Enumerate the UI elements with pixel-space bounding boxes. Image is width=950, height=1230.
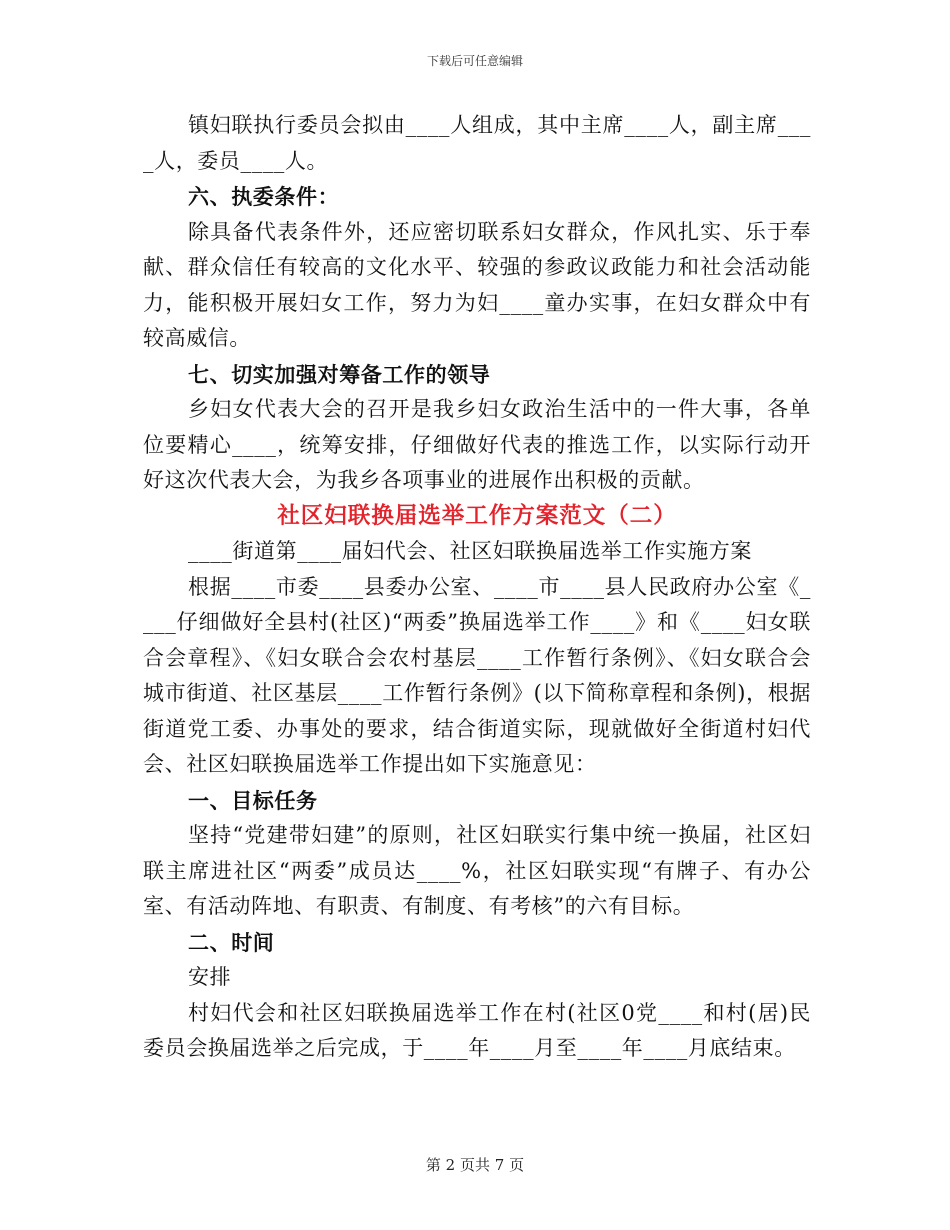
paragraph-plan-name: ____街道第____届妇代会、社区妇联换届选举工作实施方案 [188,539,752,563]
heading-section-7: 七、切实加强对筹备工作的领导 [188,361,491,387]
paragraph-goals: 坚持“党建带妇建”的原则，社区妇联实行集中统一换届，社区妇联主席进社区“两委”成员达____%，社区妇联实现“有牌子、有办公室、有活动阵地、有职责、有制度、有考核”的六有目标。 [143,823,811,918]
paragraph-committee-conditions: 除具备代表条件外，还应密切联系妇女群众，作风扎实、乐于奉献、群众信任有较高的文化水平、较强的参政议政能力和社会活动能力，能积极开展妇女工作，努力为妇____童办实事，在妇女群众中有较高威信。 [143,219,811,350]
paragraph-basis: 根据____市委____县委办公室、____市____县人民政府办公室《____仔细做好全县村(社区)“两委”换届选举工作____》和《____妇女联合会章程》、《妇女联合会农村基层____工作暂行条例》、《妇女联合会城市街道、社区基层____工作暂行条例》(以下简称章程和条例)，根据街道党工委、办事处的要求，结合街道实际，现就做好全街道村妇代会、社区妇联换届选举工作提出如下实施意见： [143,574,811,776]
page-header: 下载后可任意编辑 [426,54,523,68]
paragraph-leadership: 乡妇女代表大会的召开是我乡妇女政治生活中的一件大事，各单位要精心____，统筹安排，仔细做好代表的推选工作，以实际行动开好这次代表大会，为我乡各项事业的进展作出积极的贡献。 [143,397,811,492]
heading-section-1: 一、目标任务 [188,787,318,813]
paragraph-committee-size: 镇妇联执行委员会拟由____人组成，其中主席____人，副主席____人，委员____人。 [143,113,811,173]
heading-section-6: 六、执委条件： [188,184,340,209]
document-title: 社区妇联换届选举工作方案范文（二） [277,502,677,529]
paragraph-arrangement: 安排 [188,965,232,989]
paragraph-schedule: 村妇代会和社区妇联换届选举工作在村(社区0党____和村(居)民委员会换届选举之后完成，于____年____月至____年____月底结束。 [143,1000,811,1060]
heading-section-2: 二、时间 [188,929,275,955]
document-body [143,108,811,1067]
page-footer: 第 2 页共 7 页 [425,1156,525,1174]
